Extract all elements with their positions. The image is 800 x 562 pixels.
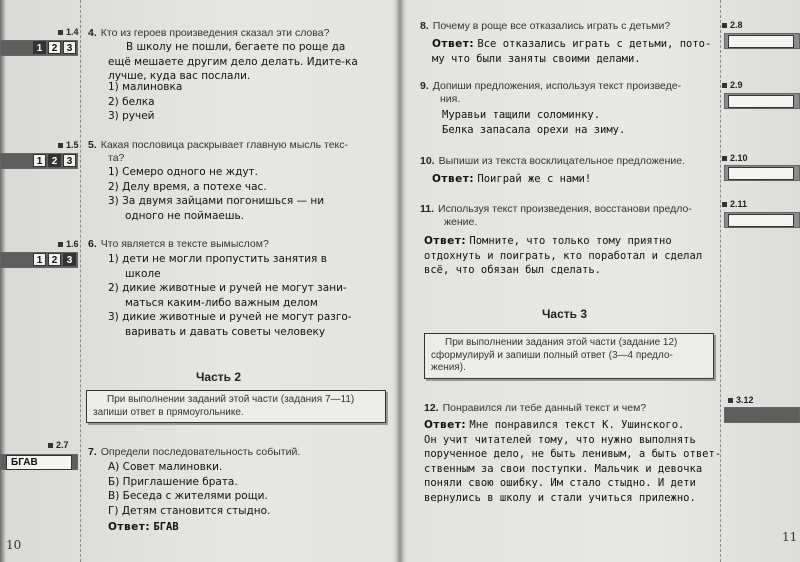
answer-box-2-7[interactable]: БГАВ: [6, 455, 72, 470]
task-8-question: 8. Почему в роще все отказались играть с детьми?: [420, 20, 671, 32]
task-4-quote: В школу не пошли, бегаете по роще да ещё мешаете другим дело делать. Идите-ка лучше, куда вас послали.: [108, 41, 358, 82]
answer-box[interactable]: 3: [63, 253, 76, 266]
answer-box[interactable]: 1: [33, 253, 46, 266]
task-11-answer: Ответ: Помните, что только тому приятно отдохнуть и поиграть, кто поработал и сделал всё, что обязан был сделать.: [424, 235, 703, 276]
task-10-question: 10. Выпиши из текста восклицательное предложение.: [420, 155, 686, 167]
task-12-answer: Ответ: Мне понравился текст К. Ушинского. Он учит читателей тому, что нужно выполнять порученное дело, не быть ленивым, а быть ответ- ственным за свои поступки. Мальчик и девочка поняли свою ошибку. Им стало стыдно. И дети вернулись в школу и стали учиться прилежно.: [424, 419, 722, 504]
answer-box-2-10[interactable]: [728, 167, 794, 180]
tag-2-11: 2.11: [722, 199, 747, 209]
answer-box[interactable]: 1: [33, 41, 46, 54]
answer-box[interactable]: 2: [48, 41, 61, 54]
tag-1-4: 1.4: [58, 27, 79, 37]
answer-box[interactable]: 2: [48, 253, 61, 266]
left-page: [0, 0, 398, 562]
task-7-question: 7. Определи последовательность событий.: [88, 446, 301, 458]
answer-box[interactable]: 1: [33, 154, 46, 167]
task-9-answer: Муравьи тащили соломинку. Белка запасала орехи на зиму.: [442, 109, 626, 136]
part-3-instruction: При выполнении задания этой части (задание 12) сформулируй и запиши полный ответ (3—4 предло- жения).: [424, 333, 714, 379]
task-10-answer: Ответ: Поиграй же с нами!: [432, 173, 592, 185]
part-2-title: Часть 2: [196, 370, 242, 384]
answer-box-2-9[interactable]: [728, 95, 794, 108]
answer-box-2-8[interactable]: [728, 35, 794, 48]
answer-box[interactable]: 3: [63, 41, 76, 54]
task-11-question: 11. Используя текст произведения, восстанови предло- жение.: [420, 203, 692, 228]
tag-2-8: 2.8: [722, 20, 743, 30]
answer-boxes-1-6: [33, 253, 76, 266]
task-6-question: 6. Что является в тексте вымыслом?: [88, 238, 269, 250]
task-7-options: А) Совет малиновки. Б) Приглашение брата. В) Беседа с жителями рощи. Г) Детям становится стыдно.: [108, 461, 271, 517]
tag-1-6: 1.6: [58, 239, 79, 249]
tag-2-10: 2.10: [722, 153, 748, 163]
left-margin-line: [80, 0, 81, 562]
task-5-question: 5. Какая пословица раскрывает главную мысль текс- та?: [88, 139, 348, 164]
answer-boxes-1-4: [33, 41, 76, 54]
page-number-right: 11: [782, 530, 798, 544]
part-3-title: Часть 3: [542, 307, 588, 321]
tag-2-7: 2.7: [48, 440, 69, 450]
part-2-instruction: При выполнении заданий этой части (задания 7—11) запиши ответ в прямоугольнике.: [86, 390, 386, 423]
tag-2-9: 2.9: [722, 80, 743, 90]
answer-boxes-1-5: [33, 154, 76, 167]
answer-box[interactable]: 3: [63, 154, 76, 167]
task-4-options: 1) малиновка 2) белка 3) ручей: [108, 81, 183, 122]
page-number-left: 10: [6, 538, 22, 552]
task-6-options: 1) дети не могли пропустить занятия в школе 2) дикие животные и ручей не могут зани- маться каким-либо важным делом 3) дикие животные и ручей не могут разго- варивать и давать советы человеку: [108, 253, 352, 338]
task-5-options: 1) Семеро одного не ждут. 2) Делу время, а потехе час. 3) За двумя зайцами погонишься — ни одного не поймаешь.: [108, 166, 325, 222]
task-7-answer: Ответ: БГАВ: [108, 521, 179, 533]
answer-box[interactable]: 2: [48, 154, 61, 167]
task-4-question: 4. Кто из героев произведения сказал эти слова?: [88, 27, 330, 39]
answer-box-2-11[interactable]: [728, 214, 794, 227]
tag-3-12: 3.12: [728, 395, 754, 405]
right-page: [402, 0, 800, 562]
task-12-question: 12. Понравился ли тебе данный текст и чем?: [424, 402, 647, 414]
task-9-question: 9. Допиши предложения, используя текст произведе- ния.: [420, 80, 682, 105]
task-8-answer: Ответ: Все отказались играть с детьми, пото- му что были заняты своими делами.: [432, 38, 712, 65]
tag-bar-3-12: [724, 407, 800, 423]
tag-1-5: 1.5: [58, 140, 79, 150]
